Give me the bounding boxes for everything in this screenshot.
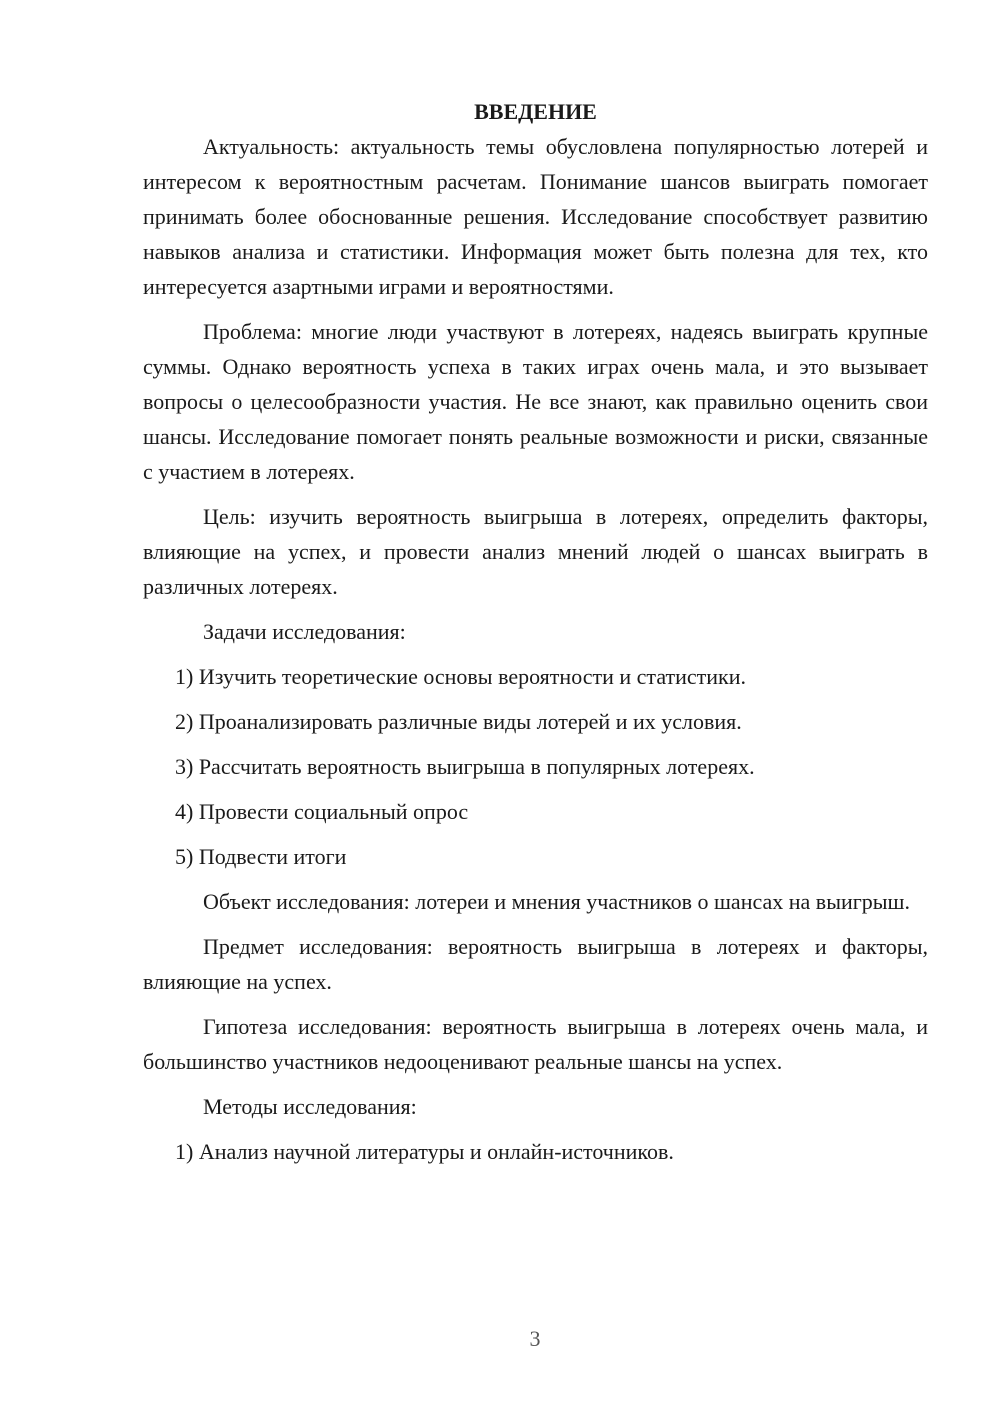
task-item-4: 4) Провести социальный опрос — [175, 799, 469, 824]
document-page — [143, 94, 928, 1169]
subject-paragraph: Предмет исследования: вероятность выигрыша в лотереях и факторы, влияющие на успех. — [143, 934, 928, 994]
methods-label: Методы исследования: — [203, 1094, 417, 1119]
page-title: ВВЕДЕНИЕ — [474, 99, 597, 124]
relevance-paragraph: Актуальность: актуальность темы обусловлена популярностью лотерей и интересом к вероятностным расчетам. Понимание шансов выиграть помогает принимать более обоснованные решения. Исследование способствует развитию навыков анализа и статистики. Информация может быть полезна для тех, кто интересуется азартными играми и вероятностями. — [143, 134, 928, 299]
object-paragraph: Объект исследования: лотереи и мнения участников о шансах на выигрыш. — [203, 889, 910, 914]
task-item-5: 5) Подвести итоги — [175, 844, 347, 869]
tasks-label: Задачи исследования: — [203, 619, 406, 644]
method-item-1: 1) Анализ научной литературы и онлайн-источников. — [175, 1139, 674, 1164]
problem-paragraph: Проблема: многие люди участвуют в лотереях, надеясь выиграть крупные суммы. Однако вероятность успеха в таких играх очень мала, и это вызывает вопросы о целесообразности участия. Не все знают, как правильно оценить свои шансы. Исследование помогает понять реальные возможности и риски, связанные с участием в лотереях. — [143, 319, 928, 484]
goal-paragraph: Цель: изучить вероятность выигрыша в лотереях, определить факторы, влияющие на успех, и провести анализ мнений людей о шансах выиграть в различных лотереях. — [143, 504, 928, 599]
hypothesis-paragraph: Гипотеза исследования: вероятность выигрыша в лотереях очень мала, и большинство участников недооценивают реальные шансы на успех. — [143, 1014, 928, 1074]
task-item-1: 1) Изучить теоретические основы вероятности и статистики. — [175, 664, 747, 689]
task-item-3: 3) Рассчитать вероятность выигрыша в популярных лотереях. — [175, 754, 755, 779]
task-item-2: 2) Проанализировать различные виды лотерей и их условия. — [175, 709, 742, 734]
page-number: 3 — [529, 1326, 541, 1351]
